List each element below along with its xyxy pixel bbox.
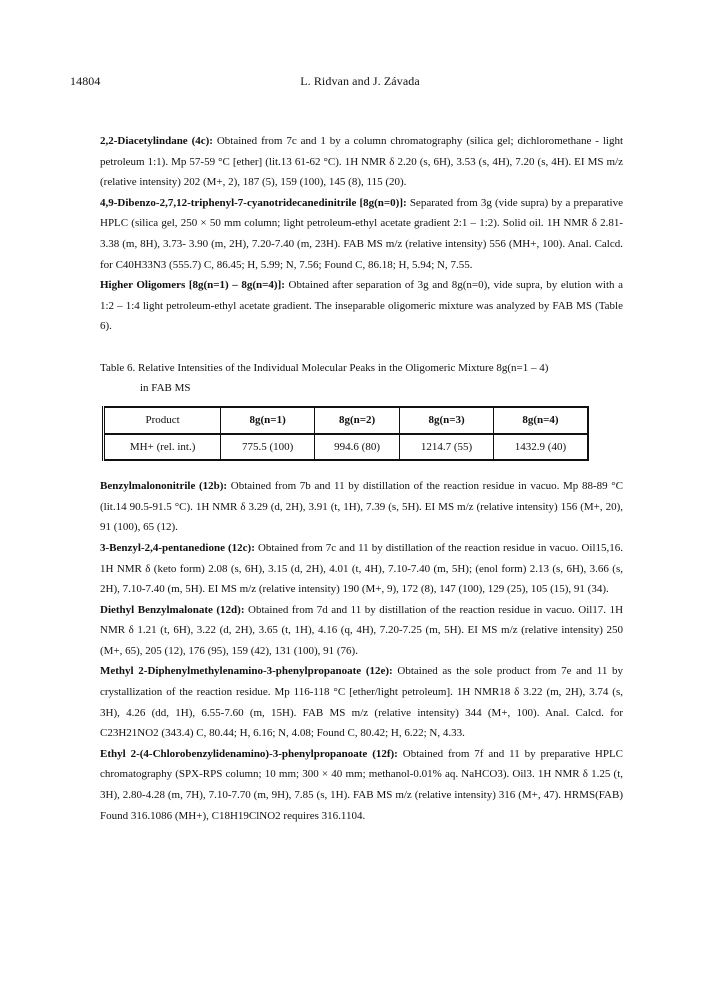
caption-line-1: Table 6. Relative Intensities of the Individual Molecular Peaks in the Oligomeric Mixture 8g(n=1 – 4) [100,361,549,374]
table-cell: 775.5 (100) [221,434,315,461]
table-header-cell: Product [104,407,221,434]
compound-title: 4,9-Dibenzo-2,7,12-triphenyl-7-cyanotridecanedinitrile [8g(n=0)]: [100,196,407,209]
compound-text: Obtained from 7f and 11 by preparative HPLC chromatography (SPX-RPS column; 10 mm; 300 × 40 mm; methanol-0.01% aq. NaHCO3). Oil3. 1H NMR δ 1.25 (t, 3H), 2.80-4.28 (m, 7H), 7.10-7.70 (m, 9H), 7.85 (s, 1H). FAB MS m/z (relative intensity) 316 (M+, 47). HRMS(FAB) Found 316.1086 (MH+), C18H19ClNO2 requires 316.1104. [100,747,624,822]
compound-text: Obtained from 7c and 11 by distillation of the reaction residue in vacuo. Oil15,16. 1H NMR δ (keto form) 2.08 (s, 6H), 3.15 (d, 2H), 4.01 (t, 4H), 7.10-7.40 (m, 5H); (enol form) 2.13 (s, 6H), 3.66 (s, 2H), 7.10-7.40 (m, 5H). EI MS m/z (relative intensity) 190 (M+, 9), 172 (8), 147 (100), 129 (25), 105 (15), 91 (34). [100,541,624,596]
compound-text: Obtained as the sole product from 7e and 11 by crystallization of the reaction residue. Mp 116-118 °C [ether/light petroleum]. 1H NMR18 δ 3.22 (m, 2H), 3.74 (s, 3H), 4.26 (dd, 1H), 6.55-7.60 (m, 15H). FAB MS m/z (relative intensity) 344 (M+, 100). Anal. Calcd. for C23H21NO2 (343.4) C, 80.44; H, 6.16; N, 4.08; Found C, 80.42; H, 6.22; N, 4.33. [100,665,624,740]
compound-title: Methyl 2-Diphenylmethylenamino-3-phenylpropanoate (12e): [100,665,393,678]
paragraph-8g-n0 [100,193,623,275]
table-cell: 1214.7 (55) [400,434,494,461]
paragraph-12c [100,538,623,600]
compound-title: 2,2-Diacetylindane (4c): [100,135,213,147]
compound-text: Obtained from 7c and 1 by a column chromatography (silica gel; dichloromethane - light petroleum 1:1). Mp 57-59 °C [ether] (lit.13 61-62 °C). 1H NMR δ 2.20 (s, 6H), 3.53 (s, 4H), 7.20 (s, 4H). EI MS m/z (relative intensity) 202 (M+, 2), 187 (5), 159 (100), 145 (8), 115 (20). [100,135,624,189]
paragraph-12d [100,600,623,662]
table-header-row [104,407,589,434]
compound-title: 3-Benzyl-2,4-pentanedione (12c): [100,541,255,554]
table-cell: 1432.9 (40) [493,434,588,461]
table-row [104,434,589,461]
caption-line-2: in FAB MS [140,381,191,394]
compound-text: Obtained after separation of 3g and 8g(n=0), vide supra, by elution with a 1:2 – 1:4 light petroleum-ethyl acetate gradient. The inseparable oligomeric mixture was analyzed by FAB MS (Table 6). [100,279,624,333]
table-header-cell: 8g(n=2) [315,407,400,434]
table-cell: 994.6 (80) [315,434,400,461]
paragraph-oligomers [100,275,623,337]
paragraph-4c [100,131,623,193]
table-6 [102,406,589,461]
paragraph-12e [100,661,623,743]
paragraph-12f [100,744,623,826]
table-row-label: MH+ (rel. int.) [104,434,221,461]
table-header-cell: 8g(n=1) [221,407,315,434]
compound-text: Separated from 3g (vide supra) by a preparative HPLC (silica gel, 250 × 50 mm column; light petroleum-ethyl acetate gradient 2:1 – 1:2). Solid oil. 1H NMR δ 2.81-3.38 (m, 8H), 3.73- 3.90 (m, 2H), 7.20-7.40 (m, 23H). FAB MS m/z (relative intensity) 556 (MH+, 100). Anal. Calcd. for C40H33N3 (555.7) C, 86.45; H, 5.99; N, 7.56; Found C, 86.18; H, 5.94; N, 7.55. [100,196,623,271]
article-body [100,131,623,826]
compound-title: Diethyl Benzylmalonate (12d): [100,603,245,616]
compound-title: Ethyl 2-(4-Chlorobenzylidenamino)-3-phenylpropanoate (12f): [100,747,398,760]
page-number: 14804 [70,74,101,88]
compound-text: Obtained from 7d and 11 by distillation of the reaction residue in vacuo. Oil17. 1H NMR δ 1.21 (t, 6H), 3.22 (d, 2H), 3.65 (t, 1H), 4.16 (q, 4H), 7.20-7.25 (m, 5H). EI MS m/z (relative intensity) 250 (M+, 65), 205 (12), 176 (95), 159 (42), 131 (100), 91 (76). [100,603,624,657]
compound-text: Obtained from 7b and 11 by distillation of the reaction residue in vacuo. Mp 88-89 °C (lit.14 90.5-91.5 °C). 1H NMR δ 3.29 (d, 2H), 3.91 (t, 1H), 7.39 (s, 5H). EI MS m/z (relative intensity) 156 (M+, 20), 91 (100), 65 (12). [100,480,624,534]
table-caption [100,358,623,398]
paragraph-12b [100,476,623,538]
table-header-cell: 8g(n=3) [400,407,494,434]
running-title: L. Ridvan and J. Závada [300,74,420,88]
table-header-cell: 8g(n=4) [493,407,588,434]
compound-title: Higher Oligomers [8g(n=1) – 8g(n=4)]: [100,279,285,292]
compound-title: Benzylmalononitrile (12b): [100,480,228,493]
